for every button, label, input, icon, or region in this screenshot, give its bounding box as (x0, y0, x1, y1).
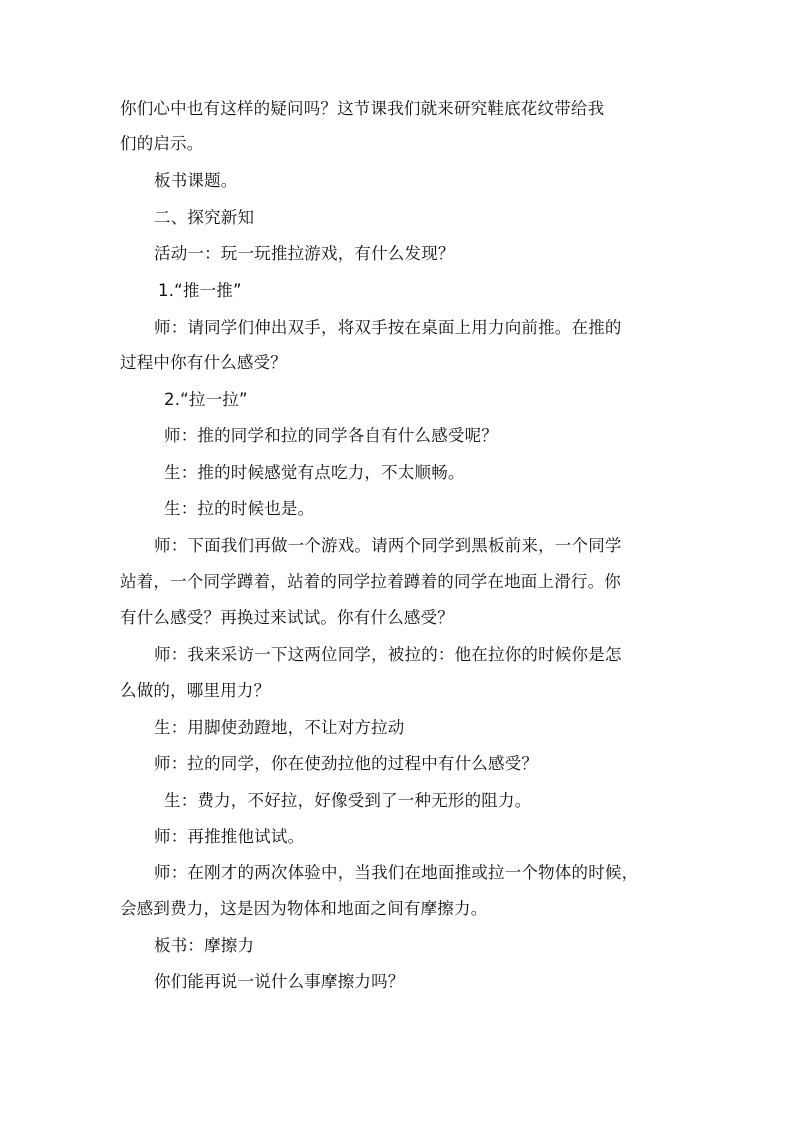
dialogue-line: 师：再推推他试试。 (154, 827, 305, 846)
paragraph-line: 会感到费力，这是因为物体和地面之间有摩擦力。 (120, 899, 488, 918)
paragraph-line: 你们心中也有这样的疑问吗？这节课我们就来研究鞋底花纹带给我 (120, 99, 605, 118)
activity-heading: 活动一：玩一玩推拉游戏，有什么发现？ (154, 244, 455, 263)
dialogue-line: 师：推的同学和拉的同学各自有什么感受呢？ (164, 426, 498, 445)
section-heading: 二、探究新知 (154, 208, 255, 227)
paragraph-line: 过程中你有什么感受？ (120, 353, 287, 372)
paragraph-line: 板书课题。 (154, 171, 238, 190)
dialogue-line: 生：拉的时候也是。 (164, 499, 315, 518)
paragraph-line: 有什么感受？再换过来试试。你有什么感受？ (120, 608, 454, 627)
paragraph-line: 师：下面我们再做一个游戏。请两个同学到黑板前来，一个同学 (154, 536, 622, 555)
subheading: 1.“推一推” (158, 281, 242, 300)
subheading: 2.“拉一拉” (164, 390, 248, 409)
paragraph-line: 师：请同学们伸出双手，将双手按在桌面上用力向前推。在推的 (154, 318, 622, 337)
paragraph-line: 师：在刚才的两次体验中，当我们在地面推或拉一个物体的时候， (154, 863, 639, 882)
dialogue-line: 师：拉的同学，你在使劲拉他的过程中有什么感受？ (154, 754, 539, 773)
dialogue-line: 生：用脚使劲蹬地，不让对方拉动 (154, 718, 405, 737)
paragraph-line: 师：我来采访一下这两位同学，被拉的：他在拉你的时候你是怎 (154, 645, 622, 664)
paragraph-line: 么做的，哪里用力？ (120, 681, 271, 700)
paragraph-line: 板书：摩擦力 (154, 936, 255, 955)
dialogue-line: 生：费力，不好拉，好像受到了一种无形的阻力。 (164, 791, 532, 810)
paragraph-line: 站着，一个同学蹲着，站着的同学拉着蹲着的同学在地面上滑行。你 (120, 572, 621, 591)
dialogue-line: 生：推的时候感觉有点吃力，不太顺畅。 (164, 463, 465, 482)
paragraph-line: 你们能再说一说什么事摩擦力吗？ (154, 972, 405, 991)
paragraph-line: 们的启示。 (120, 134, 204, 153)
